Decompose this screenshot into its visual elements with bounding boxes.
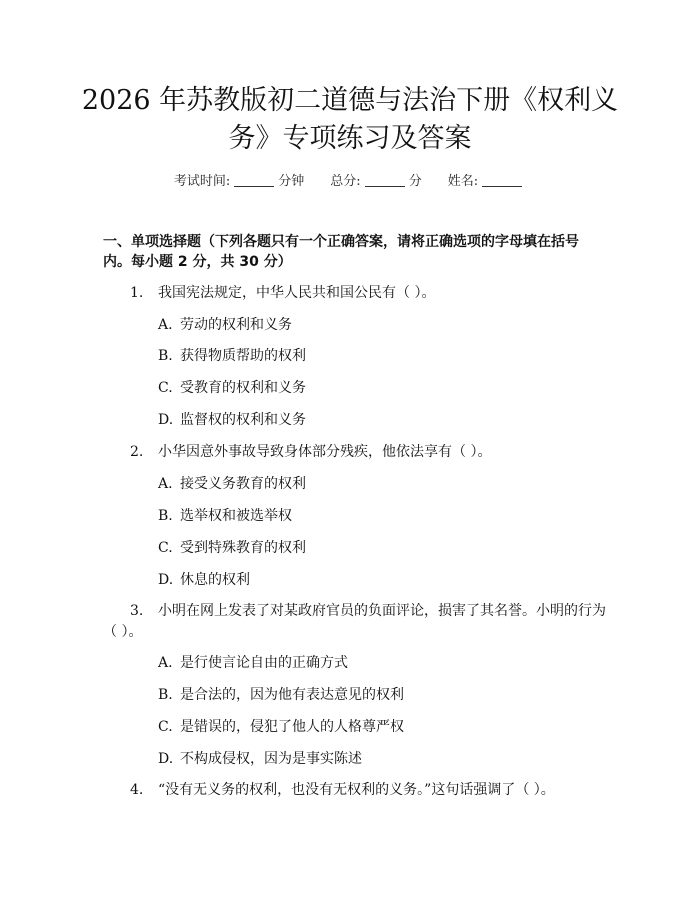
question-number: 3. (130, 603, 144, 619)
q1-option-d: D. 监督权的权利和义务 (158, 412, 306, 428)
time-label: 考试时间: (173, 174, 231, 189)
question-number: 2. (130, 444, 144, 460)
section-heading-line-1: 一、单项选择题（下列各题只有一个正确答案，请将正确选项的字母填在括号 (103, 234, 579, 250)
q1-option-b: B. 获得物质帮助的权利 (158, 348, 306, 364)
name-label: 姓名: (447, 174, 479, 189)
exam-meta (0, 170, 700, 189)
page-title-line-2: 务》专项练习及答案 (228, 123, 472, 154)
section-heading-line-2: 内。每小题 2 分，共 30 分） (103, 254, 292, 270)
q3-option-d: D. 不构成侵权，因为是事实陈述 (158, 751, 362, 767)
q2-option-a: A. 接受义务教育的权利 (158, 476, 306, 492)
score-label: 总分: (330, 174, 361, 189)
q3-option-a: A. 是行使言论自由的正确方式 (158, 655, 348, 671)
question-number: 4. (130, 782, 144, 798)
question-text: 小华因意外事故导致身体部分残疾，他依法享有（ ）。 (158, 444, 492, 460)
question-3-continuation: （ ）。 (103, 624, 143, 640)
q1-option-c: C. 受教育的权利和义务 (158, 380, 306, 396)
time-blank (234, 174, 274, 187)
question-text: 我国宪法规定，中华人民共和国公民有（ ）。 (158, 285, 436, 301)
time-unit: 分钟 (278, 174, 305, 189)
question-text: “没有无义务的权利，也没有无权利的义务。”这句话强调了（ ）。 (158, 782, 555, 798)
page-title-line-1: 2026 年苏教版初二道德与法治下册《权利义 (81, 85, 619, 116)
q2-option-b: B. 选举权和被选举权 (158, 508, 292, 524)
q2-option-d: D. 休息的权利 (158, 572, 250, 588)
question-number: 1. (130, 285, 144, 301)
q3-option-b: B. 是合法的，因为他有表达意见的权利 (158, 687, 404, 703)
q1-option-a: A. 劳动的权利和义务 (158, 317, 292, 333)
q2-option-c: C. 受到特殊教育的权利 (158, 540, 306, 556)
score-unit: 分 (408, 174, 422, 189)
q3-option-c: C. 是错误的，侵犯了他人的人格尊严权 (158, 719, 404, 735)
question-text: 小明在网上发表了对某政府官员的负面评论，损害了其名誉。小明的行为 (158, 603, 606, 619)
score-blank (365, 174, 405, 187)
name-blank (482, 174, 522, 187)
